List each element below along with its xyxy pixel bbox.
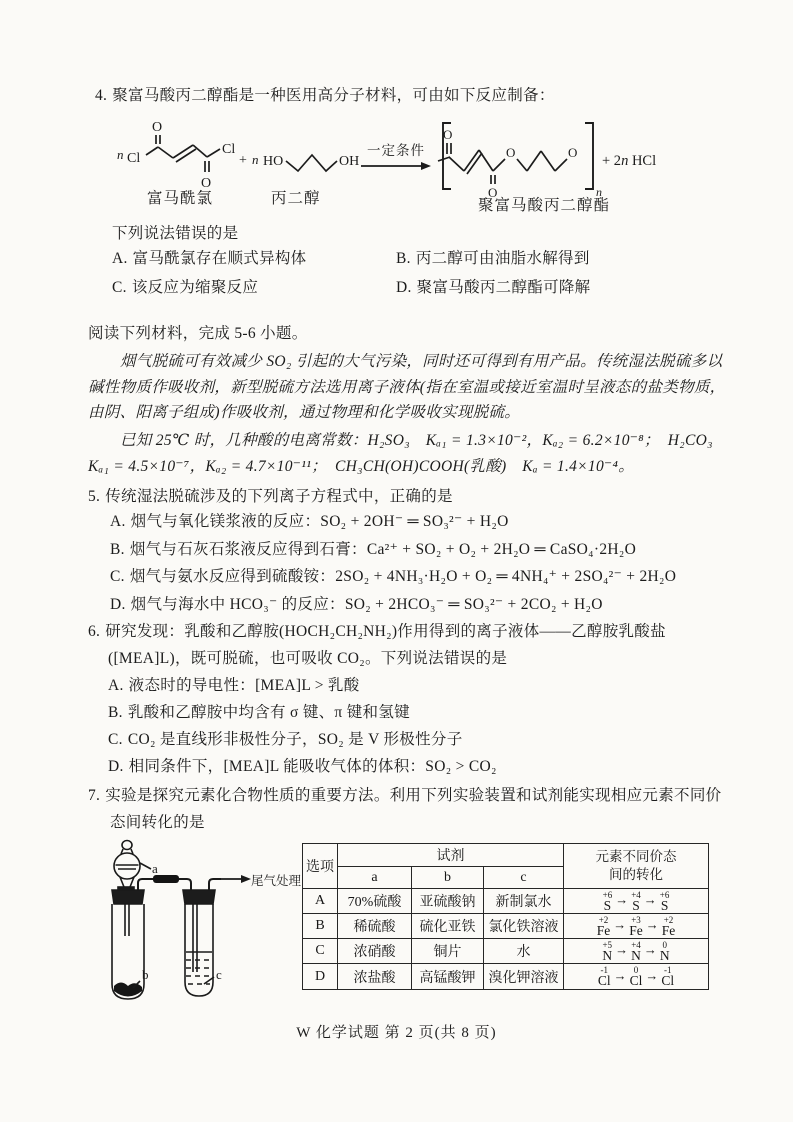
- q6-stem-line2: ([MEA]L)，既可脱硫，也可吸收 CO₂。下列说法错误的是: [108, 650, 508, 667]
- o-atom: O: [152, 120, 163, 135]
- reaction-arrow: [361, 139, 431, 177]
- q4-prompt: 下列说法错误的是: [112, 225, 239, 242]
- table-header-row: [303, 844, 709, 867]
- reactant2-name: 丙二醇: [271, 190, 321, 207]
- product-name: 聚富马酸丙二醇酯: [478, 197, 611, 214]
- q6-stem-line1: 6. 研究发现：乳酸和乙醇胺(HOCH₂CH₂NH₂)作用得到的离子液体——乙醇胺乳酸盐: [88, 623, 666, 640]
- n-coefficient: n: [252, 152, 259, 167]
- rubber-stopper: [183, 890, 215, 904]
- header-option: 选项: [303, 844, 338, 889]
- outlet-tube: [209, 879, 221, 890]
- reading-para2-line1: 已知 25℃ 时，几种酸的电离常数：H₂SO₃ Kₐ₁ = 1.3×10⁻²，Kₐ₂ = 6.2×10⁻⁸； H₂CO₃: [120, 432, 713, 449]
- oh-group: OH: [339, 154, 360, 169]
- cell-conversion: +2 Fe → +3 Fe → +2 Fe: [564, 914, 709, 939]
- header-b: b: [412, 867, 484, 889]
- cell-conversion: -1 Cl → 0 Cl → -1 Cl: [564, 964, 709, 990]
- exhaust-treatment-label: 尾气处理: [251, 874, 302, 888]
- header-conversion: 元素不同价态 间的转化: [564, 844, 709, 889]
- q6-option-b: B. 乳酸和乙醇胺中均含有 σ 键、π 键和氢键: [108, 704, 410, 721]
- table-row-B: [303, 914, 709, 939]
- cell-c: 溴化钾溶液: [484, 964, 564, 990]
- o-atom: O: [506, 145, 516, 160]
- cell-option: D: [303, 964, 338, 990]
- test-tube-right: [185, 904, 213, 996]
- reading-para1-line2: 碱性物质作吸收剂，新型脱硫方法选用离子液体(指在室温或接近室温时呈液态的盐类物质，: [88, 379, 726, 396]
- page-footer: W 化学试题 第 2 页(共 8 页): [296, 1025, 497, 1041]
- apparatus-label-a: a: [152, 861, 158, 876]
- solid-reagent-b: [114, 983, 142, 997]
- q7-number: 7.: [88, 787, 101, 804]
- cell-option: A: [303, 889, 338, 914]
- plus-sign: +: [239, 153, 247, 168]
- cell-conversion: +6 S → +4 S → +6 S: [564, 889, 709, 914]
- cell-conversion: +5 N → +4 N → 0 N: [564, 939, 709, 964]
- cl-atom: Cl: [127, 151, 141, 166]
- table-row-A: [303, 889, 709, 914]
- cell-a: 浓盐酸: [338, 964, 412, 990]
- rubber-stopper: [112, 890, 144, 904]
- reading-intro: 阅读下列材料，完成 5-6 小题。: [88, 325, 308, 342]
- cell-b: 高锰酸钾: [412, 964, 484, 990]
- cl-atom: Cl: [222, 142, 236, 157]
- apparatus-label-c: c: [216, 967, 222, 982]
- table-row-D: [303, 964, 709, 990]
- o-atom: O: [488, 185, 498, 200]
- o-atom: O: [201, 176, 212, 191]
- table-row-C: [303, 939, 709, 964]
- arrow-icon: [361, 160, 431, 172]
- reading-para2-line2: Kₐ₁ = 4.5×10⁻⁷，Kₐ₂ = 4.7×10⁻¹¹； CH₃CH(OH)COOH(乳酸) Kₐ = 1.4×10⁻⁴。: [88, 458, 634, 475]
- q7-stem-line1: 7. 实验是探究元素化合物性质的重要方法。利用下列实验装置和试剂能实现相应元素不同价: [88, 787, 722, 804]
- apparatus-label-b: b: [142, 967, 149, 982]
- q4-option-c: C. 该反应为缩聚反应: [112, 279, 259, 296]
- cell-option: B: [303, 914, 338, 939]
- q4-option-d: D. 聚富马酸丙二醇酯可降解: [396, 279, 591, 296]
- q4-option-a: A. 富马酰氯存在顺式异构体: [112, 250, 307, 267]
- q7-table: [302, 843, 709, 990]
- reading-para1-line1: 烟气脱硫可有效减少 SO₂ 引起的大气污染，同时还可得到有用产品。传统湿法脱硫多以: [120, 353, 723, 370]
- q5-number: 5.: [88, 488, 101, 505]
- header-a: a: [338, 867, 412, 889]
- n-coefficient: n: [117, 147, 124, 162]
- ho-group: HO: [263, 154, 284, 169]
- q6-number: 6.: [88, 623, 101, 640]
- cell-b: 硫化亚铁: [412, 914, 484, 939]
- q6-option-c: C. CO₂ 是直线形非极性分子，SO₂ 是 V 形极性分子: [108, 731, 463, 748]
- n-subscript: n: [596, 185, 602, 199]
- q5-option-b: B. 烟气与石灰石浆液反应得到石膏：Ca²⁺ + SO₂ + O₂ + 2H₂O ═ CaSO₄·2H₂O: [110, 541, 637, 558]
- byproduct: + 2n HCl: [602, 153, 657, 169]
- cell-c: 氯化铁溶液: [484, 914, 564, 939]
- experiment-apparatus: [85, 838, 303, 1018]
- label-a-pointer: [140, 863, 151, 869]
- cell-c: 水: [484, 939, 564, 964]
- cell-b: 亚硫酸钠: [412, 889, 484, 914]
- reaction-condition: 一定条件: [367, 143, 425, 158]
- q5-option-a: A. 烟气与氧化镁浆液的反应：SO₂ + 2OH⁻ ═ SO₃²⁻ + H₂O: [110, 513, 509, 530]
- header-c: c: [484, 867, 564, 889]
- cell-c: 新制氯水: [484, 889, 564, 914]
- cell-option: C: [303, 939, 338, 964]
- cell-b: 铜片: [412, 939, 484, 964]
- q6-option-d: D. 相同条件下，[MEA]L 能吸收气体的体积：SO₂ > CO₂: [108, 758, 497, 775]
- q6-option-a: A. 液态时的导电性：[MEA]L > 乳酸: [108, 677, 360, 694]
- q5-stem: 5. 传统湿法脱硫涉及的下列离子方程式中，正确的是: [88, 488, 453, 505]
- cell-a: 浓硝酸: [338, 939, 412, 964]
- polymer-product-structure: [436, 97, 664, 205]
- propanediol-structure: [236, 140, 364, 178]
- cell-a: 70%硫酸: [338, 889, 412, 914]
- o-atom: O: [568, 145, 578, 160]
- reactant1-name: 富马酰氯: [147, 190, 214, 207]
- q4-stem-text: 聚富马酸丙二醇酯是一种医用高分子材料，可由如下反应制备：: [112, 87, 555, 104]
- q4-option-b: B. 丙二醇可由油脂水解得到: [396, 250, 590, 267]
- cell-a: 稀硫酸: [338, 914, 412, 939]
- dropping-funnel: [114, 841, 140, 937]
- tube-connector: [153, 875, 179, 883]
- arrow-icon: [241, 875, 251, 883]
- q5-option-d: D. 烟气与海水中 HCO₃⁻ 的反应：SO₂ + 2HCO₃⁻ ═ SO₃²⁻ + 2CO₂ + H₂O: [110, 596, 603, 613]
- header-reagent: 试剂: [338, 844, 564, 867]
- o-atom: O: [443, 127, 453, 142]
- q7-stem-line2: 态间转化的是: [110, 814, 205, 831]
- q5-option-c: C. 烟气与氨水反应得到硫酸铵：2SO₂ + 4NH₃·H₂O + O₂ ═ 4NH₄⁺ + 2SO₄²⁻ + 2H₂O: [110, 568, 677, 585]
- reading-para1-line3: 由阴、阳离子组成)作吸收剂，通过物理和化学吸收实现脱硫。: [88, 404, 521, 421]
- q4-number: 4.: [95, 87, 108, 104]
